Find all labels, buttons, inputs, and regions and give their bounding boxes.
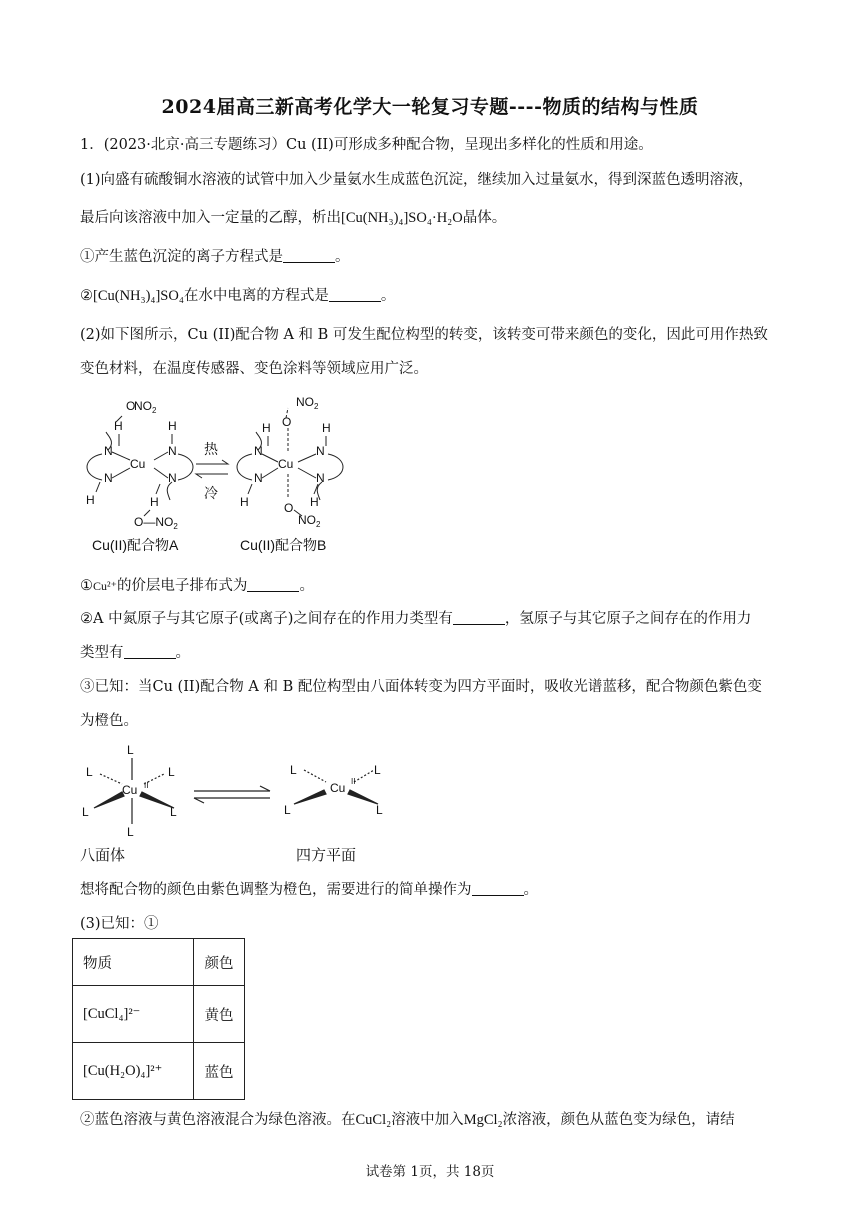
color-cell: 蓝色 bbox=[194, 1043, 245, 1100]
part2-text-b: 变色材料，在温度传感器、变色涂料等领域应用广泛。 bbox=[80, 361, 428, 377]
nitrogen-atom: N bbox=[316, 444, 325, 458]
part1-text-b-tail: 晶体。 bbox=[462, 210, 507, 226]
substance-cell: [Cu(H₂O)₄]²⁺ bbox=[73, 1043, 194, 1100]
nitrogen-atom: N bbox=[254, 444, 263, 458]
part2-q1-num: ① bbox=[80, 578, 93, 594]
mgcl2-formula: MgCl₂ bbox=[463, 1112, 503, 1128]
table-header-cell: 物质 bbox=[73, 939, 194, 986]
complex-conversion-figure bbox=[72, 388, 372, 556]
part2-q2-text-c: 类型有 bbox=[80, 645, 124, 661]
ligand-label: L bbox=[168, 765, 175, 779]
nitrite-label: $O—NO_2$ bbox=[134, 515, 178, 531]
answer-blank[interactable] bbox=[124, 644, 176, 659]
part2-question-1 bbox=[80, 576, 780, 596]
period: 。 bbox=[335, 249, 350, 265]
page-title: 2024届高三新高考化学大一轮复习专题----物质的结构与性质 bbox=[161, 96, 699, 118]
ligand-label: L bbox=[82, 805, 89, 819]
oxygen-atom: O bbox=[284, 501, 294, 515]
part2-q2-text-b: ，氢原子与其它原子之间存在的作用力 bbox=[504, 611, 752, 627]
copper-atom: Cu bbox=[330, 781, 346, 795]
nitrogen-atom: N bbox=[168, 471, 177, 485]
hydrogen-atom: H bbox=[240, 495, 249, 509]
period: 。 bbox=[523, 882, 538, 898]
copper-atom: Cu bbox=[130, 457, 146, 471]
hydrogen-atom: H bbox=[322, 421, 331, 435]
cucl2-formula: CuCl₂ bbox=[355, 1112, 392, 1128]
period: 。 bbox=[175, 645, 190, 661]
answer-blank[interactable] bbox=[247, 577, 299, 592]
nitrogen-atom: N bbox=[316, 471, 325, 485]
complex-a-label: Cu(II)配合物A bbox=[92, 537, 179, 553]
part3-text-a: (3)已知：① bbox=[80, 916, 159, 932]
square-planar-label: 四方平面 bbox=[296, 847, 357, 864]
part1-text-a: (1)向盛有硫酸铜水溶液的试管中加入少量氨水生成蓝色沉淀，继续加入过量氨水，得到深蓝色透明溶液， bbox=[80, 172, 754, 188]
part2-question-3-c bbox=[80, 880, 780, 900]
part2-question-3-a: ③已知：当Cu (II)配合物 A 和 B 配位构型由八面体转变为四方平面时，吸收光谱蓝移，配合物颜色紫色变 bbox=[80, 679, 762, 695]
part3-text-b-tail: 浓溶液，颜色从蓝色变为绿色，请结 bbox=[502, 1112, 735, 1128]
page-footer: 试卷第 1页，共 18页 bbox=[365, 1164, 495, 1180]
part3-text-b-lead: ②蓝色溶液与黄色溶液混合为绿色溶液。在 bbox=[80, 1112, 356, 1128]
hydrogen-atom: H bbox=[114, 419, 123, 433]
nitrogen-atom: N bbox=[168, 444, 177, 458]
color-cell: 黄色 bbox=[194, 986, 245, 1043]
copper-atom: Cu bbox=[278, 457, 294, 471]
ligand-label: L bbox=[284, 803, 291, 817]
nitrite-label: $NO_2$ bbox=[298, 513, 321, 529]
color-table bbox=[72, 938, 245, 1100]
oxygen-atom: O bbox=[126, 399, 136, 413]
nitrogen-atom: N bbox=[104, 444, 113, 458]
part1-text-b-lead: 最后向该溶液中加入一定量的乙醇，析出 bbox=[80, 210, 341, 226]
ligand-label: L bbox=[170, 805, 177, 819]
table-header-cell: 颜色 bbox=[194, 939, 245, 986]
answer-blank[interactable] bbox=[283, 248, 335, 263]
nitrogen-atom: N bbox=[254, 471, 263, 485]
answer-blank[interactable] bbox=[329, 287, 381, 302]
part2-q1-text: 的价层电子排布式为 bbox=[116, 578, 248, 594]
hydrogen-atom: H bbox=[310, 495, 319, 509]
table-row bbox=[73, 986, 245, 1043]
complex-b-label: Cu(II)配合物B bbox=[240, 537, 327, 553]
part1-q2-num: ② bbox=[80, 288, 93, 304]
oxygen-atom: O bbox=[282, 415, 292, 429]
period: 。 bbox=[380, 288, 396, 304]
geometry-equilibrium-figure bbox=[80, 740, 410, 868]
question-intro: 1．(2023·北京·高三专题练习）Cu (II)可形成多种配合物，呈现出多样化的性质和用途。 bbox=[80, 137, 653, 153]
ligand-label: L bbox=[86, 765, 93, 779]
copper-atom: Cu bbox=[122, 783, 138, 797]
part2-question-3-b: 为橙色。 bbox=[80, 713, 138, 729]
substance-cell: [CuCl₄]²⁻ bbox=[73, 986, 194, 1043]
nitrogen-atom: N bbox=[104, 471, 113, 485]
octahedral-label: 八面体 bbox=[80, 847, 126, 864]
nitrite-label: $NO_2$ bbox=[296, 395, 319, 411]
table-row bbox=[73, 1043, 245, 1100]
part3-text-b bbox=[80, 1110, 780, 1130]
copper-ion: Cu²⁺ bbox=[93, 579, 117, 593]
oxidation-state: II bbox=[144, 781, 149, 790]
part1-question-2 bbox=[80, 286, 780, 306]
answer-blank[interactable] bbox=[472, 881, 524, 896]
ligand-label: L bbox=[374, 763, 381, 777]
part2-question-2-cont bbox=[80, 643, 780, 663]
hydrogen-atom: H bbox=[86, 493, 95, 507]
answer-blank[interactable] bbox=[453, 610, 505, 625]
part1-question-1 bbox=[80, 247, 780, 267]
period: 。 bbox=[299, 578, 314, 594]
complex-formula: [Cu(NH₃)₄]SO₄ bbox=[93, 288, 184, 304]
hydrogen-atom: H bbox=[168, 419, 177, 433]
heat-label: 热 bbox=[204, 441, 218, 457]
part1-q2-text: 在水中电离的方程式是 bbox=[183, 288, 329, 304]
part1-q1-text: ①产生蓝色沉淀的离子方程式是 bbox=[80, 249, 283, 265]
part2-text-a: (2)如下图所示，Cu (II)配合物 A 和 B 可发生配位构型的转变，该转变可带来颜色的变化，因此可用作热致 bbox=[80, 327, 768, 343]
table-header-row bbox=[73, 939, 245, 986]
part3-text-b-mid: 溶液中加入 bbox=[391, 1112, 464, 1128]
ligand-label: L bbox=[376, 803, 383, 817]
ligand-label: L bbox=[127, 743, 134, 757]
oxidation-state: II bbox=[351, 777, 356, 786]
nitrite-label: $NO_2$ bbox=[134, 399, 157, 415]
ligand-label: L bbox=[127, 825, 134, 839]
part2-question-2 bbox=[80, 609, 780, 629]
part1-text-b bbox=[80, 208, 780, 228]
crystal-formula: [Cu(NH₃)₄]SO₄·H₂O bbox=[341, 210, 463, 226]
part2-q3-text: 想将配合物的颜色由紫色调整为橙色，需要进行的简单操作为 bbox=[80, 882, 472, 898]
ligand-label: L bbox=[290, 763, 297, 777]
hydrogen-atom: H bbox=[262, 421, 271, 435]
part2-q2-text-a: ②A 中氮原子与其它原子(或离子)之间存在的作用力类型有 bbox=[80, 611, 453, 627]
hydrogen-atom: H bbox=[150, 495, 159, 509]
cool-label: 冷 bbox=[204, 485, 218, 501]
